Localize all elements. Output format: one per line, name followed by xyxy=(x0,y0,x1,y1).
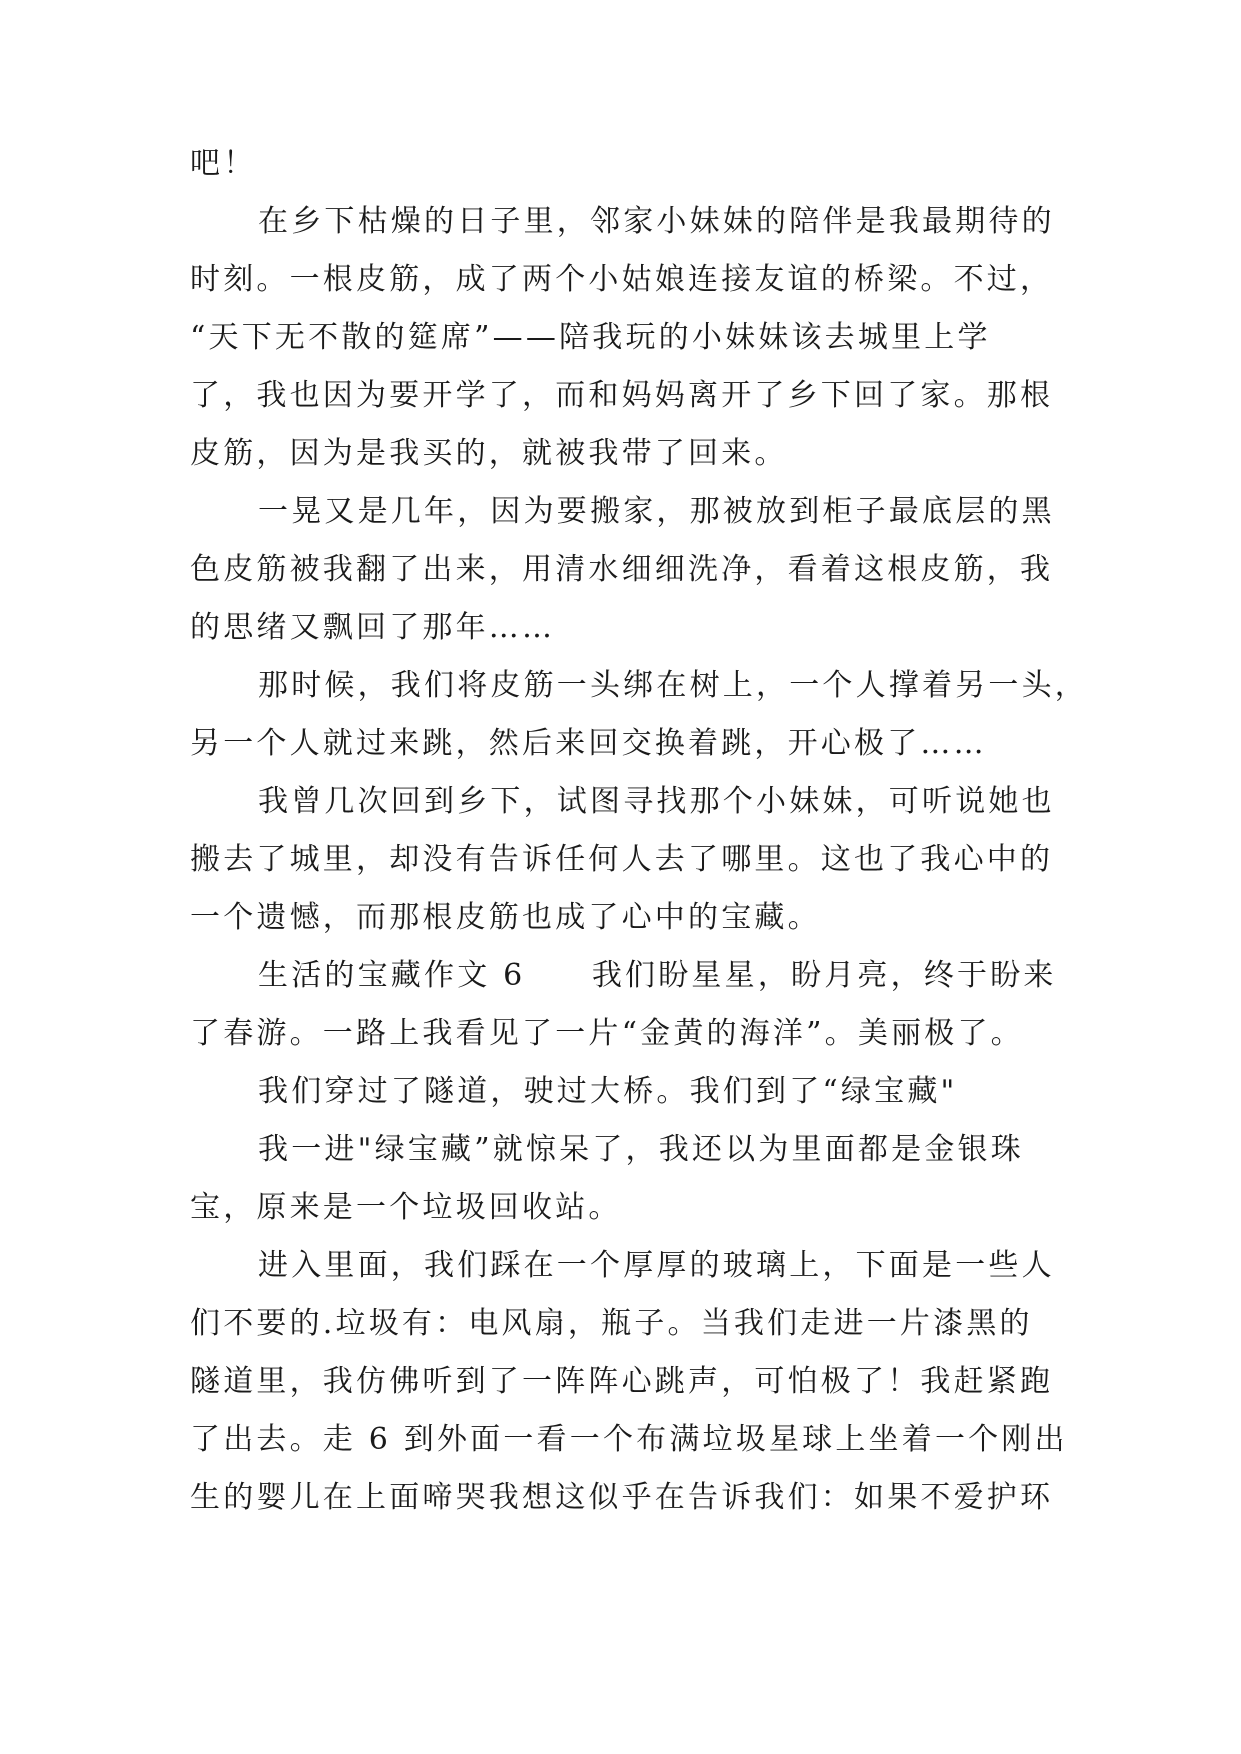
text-line: 吧！ xyxy=(190,146,257,181)
text-line: 了春游。一路上我看见了一片“金黄的海洋”。美丽极了。 xyxy=(190,1016,1024,1051)
text-line: 一个遗憾，而那根皮筋也成了心中的宝藏。 xyxy=(190,900,821,935)
text-line: 隧道里，我仿佛听到了一阵阵心跳声，可怕极了！我赶紧跑 xyxy=(190,1364,1054,1399)
text-line: 色皮筋被我翻了出来，用清水细细洗净，看着这根皮筋，我 xyxy=(190,552,1054,587)
paragraph-line: 我们穿过了隧道，驶过大桥。我们到了“绿宝藏" xyxy=(258,1074,958,1109)
text-line: 时刻。一根皮筋，成了两个小姑娘连接友谊的桥梁。不过， xyxy=(190,262,1054,297)
paragraph-line: 一晃又是几年，因为要搬家，那被放到柜子最底层的黑 xyxy=(258,494,1055,529)
text-line: 了出去。走 6 到外面一看一个布满垃圾星球上坐着一个刚出 xyxy=(190,1422,1068,1457)
paragraph-line: 在乡下枯燥的日子里，邻家小妹妹的陪伴是我最期待的 xyxy=(258,204,1055,239)
paragraph-line: 我曾几次回到乡下，试图寻找那个小妹妹，可听说她也 xyxy=(258,784,1055,819)
text-line: 了，我也因为要开学了，而和妈妈离开了乡下回了家。那根 xyxy=(190,378,1054,413)
text-line: 搬去了城里，却没有告诉任何人去了哪里。这也了我心中的 xyxy=(190,842,1054,877)
paragraph-line: 生活的宝藏作文 6 我们盼星星，盼月亮，终于盼来 xyxy=(258,958,1057,993)
text-line: 另一个人就过来跳，然后来回交换着跳，开心极了…… xyxy=(190,726,987,761)
text-line: “天下无不散的筵席”——陪我玩的小妹妹该去城里上学 xyxy=(190,320,991,355)
text-line: 生的婴儿在上面啼哭我想这似乎在告诉我们：如果不爱护环 xyxy=(190,1480,1054,1515)
text-line: 的思绪又飘回了那年…… xyxy=(190,610,556,645)
text-line: 宝，原来是一个垃圾回收站。 xyxy=(190,1190,622,1225)
text-line: 们不要的.垃圾有：电风扇，瓶子。当我们走进一片漆黑的 xyxy=(190,1306,1033,1341)
paragraph-line: 那时候，我们将皮筋一头绑在树上，一个人撑着另一头， xyxy=(258,668,1088,703)
text-line: 皮筋，因为是我买的，就被我带了回来。 xyxy=(190,436,788,471)
paragraph-line: 进入里面，我们踩在一个厚厚的玻璃上，下面是一些人 xyxy=(258,1248,1055,1283)
paragraph-line: 我一进"绿宝藏”就惊呆了，我还以为里面都是金银珠 xyxy=(258,1132,1024,1167)
